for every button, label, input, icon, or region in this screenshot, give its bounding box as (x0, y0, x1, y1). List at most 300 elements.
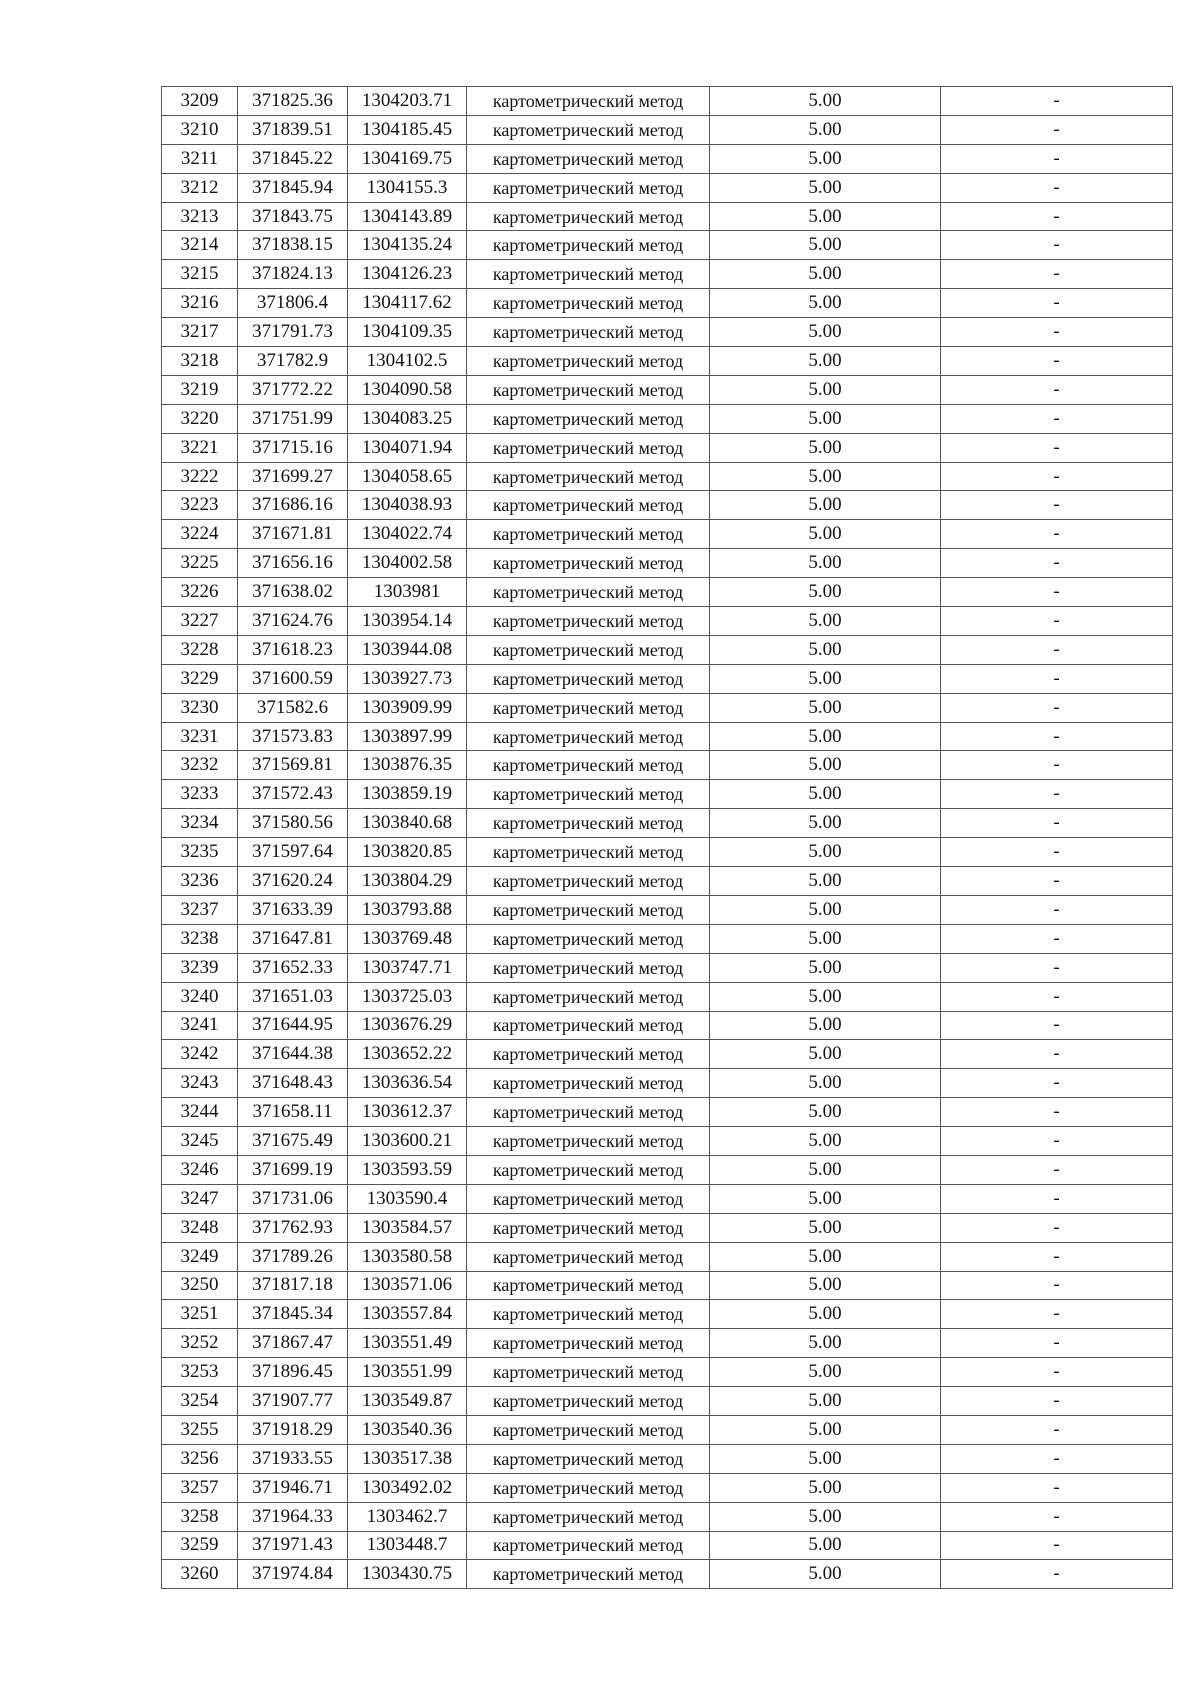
x-coordinate-cell: 371647.81 (238, 924, 348, 953)
point-number-cell: 3209 (162, 87, 238, 116)
table-row (162, 635, 1173, 664)
y-coordinate-cell: 1303549.87 (348, 1387, 467, 1416)
method-cell: картометрический метод (467, 289, 710, 318)
y-coordinate-cell: 1303909.99 (348, 693, 467, 722)
point-number-cell: 3241 (162, 1011, 238, 1040)
accuracy-cell: 5.00 (710, 433, 941, 462)
x-coordinate-cell: 371845.94 (238, 173, 348, 202)
description-cell: - (941, 1242, 1173, 1271)
accuracy-cell: 5.00 (710, 838, 941, 867)
x-coordinate-cell: 371600.59 (238, 664, 348, 693)
method-cell: картометрический метод (467, 751, 710, 780)
accuracy-cell: 5.00 (710, 809, 941, 838)
method-cell: картометрический метод (467, 1329, 710, 1358)
y-coordinate-cell: 1303944.08 (348, 635, 467, 664)
accuracy-cell: 5.00 (710, 144, 941, 173)
method-cell: картометрический метод (467, 635, 710, 664)
description-cell: - (941, 404, 1173, 433)
x-coordinate-cell: 371838.15 (238, 231, 348, 260)
x-coordinate-cell: 371569.81 (238, 751, 348, 780)
table-row (162, 375, 1173, 404)
accuracy-cell: 5.00 (710, 462, 941, 491)
table-row (162, 1502, 1173, 1531)
method-cell: картометрический метод (467, 202, 710, 231)
accuracy-cell: 5.00 (710, 1011, 941, 1040)
description-cell: - (941, 780, 1173, 809)
point-number-cell: 3252 (162, 1329, 238, 1358)
point-number-cell: 3224 (162, 520, 238, 549)
accuracy-cell: 5.00 (710, 375, 941, 404)
table-row (162, 520, 1173, 549)
x-coordinate-cell: 371651.03 (238, 982, 348, 1011)
method-cell: картометрический метод (467, 578, 710, 607)
x-coordinate-cell: 371845.22 (238, 144, 348, 173)
method-cell: картометрический метод (467, 780, 710, 809)
y-coordinate-cell: 1303804.29 (348, 867, 467, 896)
y-coordinate-cell: 1304109.35 (348, 318, 467, 347)
accuracy-cell: 5.00 (710, 982, 941, 1011)
description-cell: - (941, 1098, 1173, 1127)
accuracy-cell: 5.00 (710, 1155, 941, 1184)
method-cell: картометрический метод (467, 693, 710, 722)
method-cell: картометрический метод (467, 607, 710, 636)
accuracy-cell: 5.00 (710, 231, 941, 260)
x-coordinate-cell: 371762.93 (238, 1213, 348, 1242)
description-cell: - (941, 1271, 1173, 1300)
point-number-cell: 3234 (162, 809, 238, 838)
point-number-cell: 3213 (162, 202, 238, 231)
point-number-cell: 3216 (162, 289, 238, 318)
x-coordinate-cell: 371806.4 (238, 289, 348, 318)
accuracy-cell: 5.00 (710, 867, 941, 896)
coordinates-table-body (162, 87, 1173, 1589)
accuracy-cell: 5.00 (710, 722, 941, 751)
point-number-cell: 3250 (162, 1271, 238, 1300)
x-coordinate-cell: 371658.11 (238, 1098, 348, 1127)
table-row (162, 115, 1173, 144)
description-cell: - (941, 1184, 1173, 1213)
method-cell: картометрический метод (467, 1502, 710, 1531)
method-cell: картометрический метод (467, 1040, 710, 1069)
y-coordinate-cell: 1304083.25 (348, 404, 467, 433)
point-number-cell: 3256 (162, 1444, 238, 1473)
point-number-cell: 3245 (162, 1127, 238, 1156)
y-coordinate-cell: 1304022.74 (348, 520, 467, 549)
description-cell: - (941, 924, 1173, 953)
point-number-cell: 3235 (162, 838, 238, 867)
description-cell: - (941, 520, 1173, 549)
point-number-cell: 3211 (162, 144, 238, 173)
method-cell: картометрический метод (467, 1184, 710, 1213)
table-row (162, 1444, 1173, 1473)
description-cell: - (941, 1473, 1173, 1502)
description-cell: - (941, 867, 1173, 896)
y-coordinate-cell: 1303747.71 (348, 953, 467, 982)
method-cell: картометрический метод (467, 462, 710, 491)
description-cell: - (941, 1011, 1173, 1040)
description-cell: - (941, 144, 1173, 173)
y-coordinate-cell: 1303492.02 (348, 1473, 467, 1502)
description-cell: - (941, 202, 1173, 231)
table-row (162, 1387, 1173, 1416)
accuracy-cell: 5.00 (710, 664, 941, 693)
description-cell: - (941, 751, 1173, 780)
accuracy-cell: 5.00 (710, 1098, 941, 1127)
table-row (162, 924, 1173, 953)
table-row (162, 953, 1173, 982)
description-cell: - (941, 173, 1173, 202)
table-row (162, 809, 1173, 838)
method-cell: картометрический метод (467, 1271, 710, 1300)
table-row (162, 1155, 1173, 1184)
x-coordinate-cell: 371896.45 (238, 1358, 348, 1387)
x-coordinate-cell: 371918.29 (238, 1415, 348, 1444)
x-coordinate-cell: 371597.64 (238, 838, 348, 867)
x-coordinate-cell: 371845.34 (238, 1300, 348, 1329)
table-row (162, 87, 1173, 116)
point-number-cell: 3249 (162, 1242, 238, 1271)
description-cell: - (941, 433, 1173, 462)
table-row (162, 1329, 1173, 1358)
table-row (162, 1040, 1173, 1069)
table-row (162, 751, 1173, 780)
y-coordinate-cell: 1303769.48 (348, 924, 467, 953)
description-cell: - (941, 1415, 1173, 1444)
accuracy-cell: 5.00 (710, 635, 941, 664)
x-coordinate-cell: 371671.81 (238, 520, 348, 549)
description-cell: - (941, 1127, 1173, 1156)
description-cell: - (941, 115, 1173, 144)
x-coordinate-cell: 371817.18 (238, 1271, 348, 1300)
point-number-cell: 3215 (162, 260, 238, 289)
y-coordinate-cell: 1303448.7 (348, 1531, 467, 1560)
method-cell: картометрический метод (467, 1473, 710, 1502)
point-number-cell: 3260 (162, 1560, 238, 1589)
point-number-cell: 3239 (162, 953, 238, 982)
description-cell: - (941, 289, 1173, 318)
point-number-cell: 3255 (162, 1415, 238, 1444)
point-number-cell: 3237 (162, 895, 238, 924)
table-row (162, 491, 1173, 520)
x-coordinate-cell: 371964.33 (238, 1502, 348, 1531)
table-row (162, 144, 1173, 173)
point-number-cell: 3217 (162, 318, 238, 347)
table-row (162, 1213, 1173, 1242)
accuracy-cell: 5.00 (710, 1531, 941, 1560)
y-coordinate-cell: 1303927.73 (348, 664, 467, 693)
table-row (162, 1069, 1173, 1098)
description-cell: - (941, 1560, 1173, 1589)
y-coordinate-cell: 1304135.24 (348, 231, 467, 260)
table-row (162, 664, 1173, 693)
accuracy-cell: 5.00 (710, 520, 941, 549)
x-coordinate-cell: 371582.6 (238, 693, 348, 722)
accuracy-cell: 5.00 (710, 924, 941, 953)
point-number-cell: 3223 (162, 491, 238, 520)
y-coordinate-cell: 1303571.06 (348, 1271, 467, 1300)
accuracy-cell: 5.00 (710, 1415, 941, 1444)
table-row (162, 1531, 1173, 1560)
method-cell: картометрический метод (467, 144, 710, 173)
description-cell: - (941, 722, 1173, 751)
y-coordinate-cell: 1304071.94 (348, 433, 467, 462)
accuracy-cell: 5.00 (710, 491, 941, 520)
x-coordinate-cell: 371974.84 (238, 1560, 348, 1589)
method-cell: картометрический метод (467, 404, 710, 433)
table-row (162, 404, 1173, 433)
y-coordinate-cell: 1303876.35 (348, 751, 467, 780)
x-coordinate-cell: 371699.19 (238, 1155, 348, 1184)
method-cell: картометрический метод (467, 1242, 710, 1271)
x-coordinate-cell: 371644.38 (238, 1040, 348, 1069)
description-cell: - (941, 1502, 1173, 1531)
coordinates-table (161, 86, 1173, 1589)
x-coordinate-cell: 371573.83 (238, 722, 348, 751)
x-coordinate-cell: 371638.02 (238, 578, 348, 607)
accuracy-cell: 5.00 (710, 202, 941, 231)
accuracy-cell: 5.00 (710, 260, 941, 289)
accuracy-cell: 5.00 (710, 1387, 941, 1416)
x-coordinate-cell: 371648.43 (238, 1069, 348, 1098)
method-cell: картометрический метод (467, 491, 710, 520)
point-number-cell: 3248 (162, 1213, 238, 1242)
method-cell: картометрический метод (467, 87, 710, 116)
point-number-cell: 3238 (162, 924, 238, 953)
point-number-cell: 3227 (162, 607, 238, 636)
table-row (162, 867, 1173, 896)
x-coordinate-cell: 371715.16 (238, 433, 348, 462)
description-cell: - (941, 982, 1173, 1011)
table-row (162, 1271, 1173, 1300)
y-coordinate-cell: 1303652.22 (348, 1040, 467, 1069)
x-coordinate-cell: 371839.51 (238, 115, 348, 144)
table-row (162, 982, 1173, 1011)
description-cell: - (941, 1444, 1173, 1473)
y-coordinate-cell: 1304185.45 (348, 115, 467, 144)
accuracy-cell: 5.00 (710, 404, 941, 433)
method-cell: картометрический метод (467, 664, 710, 693)
y-coordinate-cell: 1303551.99 (348, 1358, 467, 1387)
accuracy-cell: 5.00 (710, 318, 941, 347)
y-coordinate-cell: 1303600.21 (348, 1127, 467, 1156)
x-coordinate-cell: 371907.77 (238, 1387, 348, 1416)
point-number-cell: 3226 (162, 578, 238, 607)
description-cell: - (941, 838, 1173, 867)
point-number-cell: 3247 (162, 1184, 238, 1213)
y-coordinate-cell: 1303580.58 (348, 1242, 467, 1271)
method-cell: картометрический метод (467, 1127, 710, 1156)
description-cell: - (941, 1213, 1173, 1242)
point-number-cell: 3214 (162, 231, 238, 260)
table-row (162, 838, 1173, 867)
accuracy-cell: 5.00 (710, 347, 941, 376)
y-coordinate-cell: 1303676.29 (348, 1011, 467, 1040)
table-row (162, 173, 1173, 202)
accuracy-cell: 5.00 (710, 1358, 941, 1387)
accuracy-cell: 5.00 (710, 173, 941, 202)
description-cell: - (941, 318, 1173, 347)
y-coordinate-cell: 1303462.7 (348, 1502, 467, 1531)
method-cell: картометрический метод (467, 1387, 710, 1416)
method-cell: картометрический метод (467, 520, 710, 549)
x-coordinate-cell: 371656.16 (238, 549, 348, 578)
point-number-cell: 3259 (162, 1531, 238, 1560)
x-coordinate-cell: 371751.99 (238, 404, 348, 433)
point-number-cell: 3253 (162, 1358, 238, 1387)
y-coordinate-cell: 1304002.58 (348, 549, 467, 578)
accuracy-cell: 5.00 (710, 607, 941, 636)
x-coordinate-cell: 371946.71 (238, 1473, 348, 1502)
y-coordinate-cell: 1303725.03 (348, 982, 467, 1011)
method-cell: картометрический метод (467, 1560, 710, 1589)
method-cell: картометрический метод (467, 838, 710, 867)
y-coordinate-cell: 1303590.4 (348, 1184, 467, 1213)
point-number-cell: 3228 (162, 635, 238, 664)
accuracy-cell: 5.00 (710, 549, 941, 578)
accuracy-cell: 5.00 (710, 1502, 941, 1531)
method-cell: картометрический метод (467, 1358, 710, 1387)
accuracy-cell: 5.00 (710, 1300, 941, 1329)
accuracy-cell: 5.00 (710, 1242, 941, 1271)
point-number-cell: 3233 (162, 780, 238, 809)
accuracy-cell: 5.00 (710, 115, 941, 144)
table-row (162, 780, 1173, 809)
y-coordinate-cell: 1304117.62 (348, 289, 467, 318)
y-coordinate-cell: 1303954.14 (348, 607, 467, 636)
accuracy-cell: 5.00 (710, 289, 941, 318)
description-cell: - (941, 375, 1173, 404)
y-coordinate-cell: 1304126.23 (348, 260, 467, 289)
y-coordinate-cell: 1303859.19 (348, 780, 467, 809)
y-coordinate-cell: 1304058.65 (348, 462, 467, 491)
x-coordinate-cell: 371789.26 (238, 1242, 348, 1271)
x-coordinate-cell: 371971.43 (238, 1531, 348, 1560)
y-coordinate-cell: 1304090.58 (348, 375, 467, 404)
accuracy-cell: 5.00 (710, 578, 941, 607)
x-coordinate-cell: 371731.06 (238, 1184, 348, 1213)
point-number-cell: 3243 (162, 1069, 238, 1098)
accuracy-cell: 5.00 (710, 1271, 941, 1300)
table-row (162, 1098, 1173, 1127)
point-number-cell: 3212 (162, 173, 238, 202)
accuracy-cell: 5.00 (710, 1444, 941, 1473)
accuracy-cell: 5.00 (710, 1213, 941, 1242)
point-number-cell: 3221 (162, 433, 238, 462)
description-cell: - (941, 1155, 1173, 1184)
table-row (162, 231, 1173, 260)
point-number-cell: 3257 (162, 1473, 238, 1502)
table-row (162, 289, 1173, 318)
y-coordinate-cell: 1304143.89 (348, 202, 467, 231)
description-cell: - (941, 1300, 1173, 1329)
y-coordinate-cell: 1303557.84 (348, 1300, 467, 1329)
x-coordinate-cell: 371580.56 (238, 809, 348, 838)
x-coordinate-cell: 371624.76 (238, 607, 348, 636)
accuracy-cell: 5.00 (710, 693, 941, 722)
table-row (162, 722, 1173, 751)
method-cell: картометрический метод (467, 809, 710, 838)
table-row (162, 1127, 1173, 1156)
x-coordinate-cell: 371933.55 (238, 1444, 348, 1473)
y-coordinate-cell: 1303593.59 (348, 1155, 467, 1184)
method-cell: картометрический метод (467, 1069, 710, 1098)
point-number-cell: 3236 (162, 867, 238, 896)
accuracy-cell: 5.00 (710, 895, 941, 924)
table-row (162, 318, 1173, 347)
method-cell: картометрический метод (467, 1011, 710, 1040)
y-coordinate-cell: 1303612.37 (348, 1098, 467, 1127)
table-row (162, 693, 1173, 722)
point-number-cell: 3242 (162, 1040, 238, 1069)
y-coordinate-cell: 1303820.85 (348, 838, 467, 867)
description-cell: - (941, 1069, 1173, 1098)
point-number-cell: 3222 (162, 462, 238, 491)
x-coordinate-cell: 371782.9 (238, 347, 348, 376)
point-number-cell: 3220 (162, 404, 238, 433)
y-coordinate-cell: 1303517.38 (348, 1444, 467, 1473)
x-coordinate-cell: 371620.24 (238, 867, 348, 896)
point-number-cell: 3246 (162, 1155, 238, 1184)
method-cell: картометрический метод (467, 1444, 710, 1473)
accuracy-cell: 5.00 (710, 1069, 941, 1098)
method-cell: картометрический метод (467, 1098, 710, 1127)
table-row (162, 1242, 1173, 1271)
table-row (162, 1415, 1173, 1444)
method-cell: картометрический метод (467, 173, 710, 202)
table-row (162, 1300, 1173, 1329)
accuracy-cell: 5.00 (710, 953, 941, 982)
y-coordinate-cell: 1303840.68 (348, 809, 467, 838)
method-cell: картометрический метод (467, 722, 710, 751)
x-coordinate-cell: 371791.73 (238, 318, 348, 347)
description-cell: - (941, 693, 1173, 722)
y-coordinate-cell: 1303551.49 (348, 1329, 467, 1358)
table-row (162, 1560, 1173, 1589)
description-cell: - (941, 1040, 1173, 1069)
table-row (162, 202, 1173, 231)
accuracy-cell: 5.00 (710, 751, 941, 780)
accuracy-cell: 5.00 (710, 1560, 941, 1589)
method-cell: картометрический метод (467, 953, 710, 982)
x-coordinate-cell: 371644.95 (238, 1011, 348, 1040)
point-number-cell: 3232 (162, 751, 238, 780)
y-coordinate-cell: 1304102.5 (348, 347, 467, 376)
x-coordinate-cell: 371825.36 (238, 87, 348, 116)
description-cell: - (941, 607, 1173, 636)
x-coordinate-cell: 371867.47 (238, 1329, 348, 1358)
table-row (162, 1358, 1173, 1387)
table-row (162, 1184, 1173, 1213)
table-row (162, 433, 1173, 462)
method-cell: картометрический метод (467, 867, 710, 896)
point-number-cell: 3258 (162, 1502, 238, 1531)
y-coordinate-cell: 1304203.71 (348, 87, 467, 116)
y-coordinate-cell: 1303636.54 (348, 1069, 467, 1098)
description-cell: - (941, 549, 1173, 578)
x-coordinate-cell: 371772.22 (238, 375, 348, 404)
x-coordinate-cell: 371686.16 (238, 491, 348, 520)
method-cell: картометрический метод (467, 1155, 710, 1184)
point-number-cell: 3231 (162, 722, 238, 751)
method-cell: картометрический метод (467, 895, 710, 924)
method-cell: картометрический метод (467, 1415, 710, 1444)
description-cell: - (941, 462, 1173, 491)
method-cell: картометрический метод (467, 1531, 710, 1560)
method-cell: картометрический метод (467, 1213, 710, 1242)
accuracy-cell: 5.00 (710, 780, 941, 809)
method-cell: картометрический метод (467, 375, 710, 404)
table-row (162, 549, 1173, 578)
